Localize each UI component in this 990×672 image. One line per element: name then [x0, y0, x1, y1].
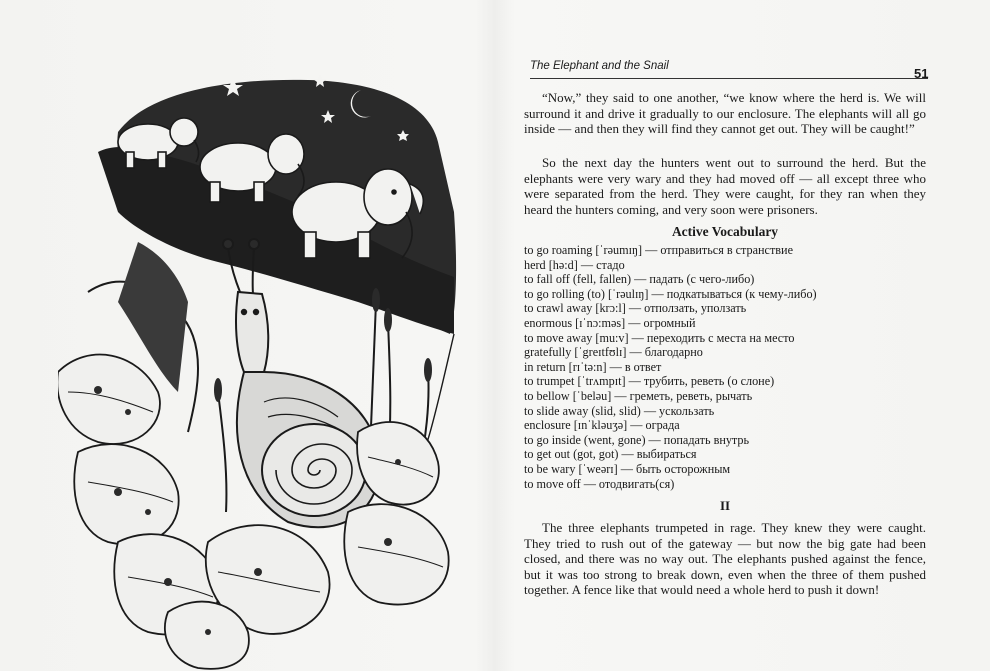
paragraph-text: “Now,” they said to one another, “we know where the herd is. We will surround it and drive it gradually to our enclosure. The elephants will all go inside — and then they will find they cannot get out. They will be caught!”	[524, 90, 926, 136]
vocabulary-item: to go inside (went, gone) — попадать внутрь	[524, 432, 750, 447]
vocabulary-item: to go roaming [ˈrəumɪŋ] — отправиться в странствие	[524, 243, 793, 257]
vocabulary-item: gratefully [ˈgreɪtfʊlɪ] — благодарно	[524, 345, 703, 360]
vocabulary-item: to slide away (slid, slid) — ускользать	[524, 403, 715, 418]
running-title: The Elephant and the Snail	[530, 60, 669, 72]
vocabulary-list	[524, 243, 926, 491]
elephants-and-snail-illustration	[58, 72, 462, 672]
paragraph	[524, 520, 926, 598]
vocabulary-item: to bellow [ˈbeləu] — греметь, реветь, рычать	[524, 388, 753, 403]
section-number: II	[719, 498, 731, 513]
vocabulary-item: to trumpet [ˈtrʌmpɪt] — трубить, реветь (о слоне)	[524, 374, 775, 389]
vocabulary-item: to crawl away [krɔ:l] — отползать, уползать	[524, 301, 747, 316]
vocabulary-item: in return [rɪˈtə:n] — в ответ	[524, 359, 662, 374]
vocabulary-item: herd [hə:d] — стадо	[524, 257, 625, 272]
vocabulary-item: enormous [ɪˈnɔ:məs] — огромный	[524, 315, 696, 330]
page-number: 51	[914, 66, 929, 81]
vocabulary-item: to fall off (fell, fallen) — падать (с чего-либо)	[524, 272, 755, 287]
paragraph	[524, 155, 926, 217]
vocabulary-item: enclosure [ɪnˈkləuʒə] — ограда	[524, 418, 680, 433]
paragraph	[524, 90, 926, 137]
vocabulary-item: to go rolling (to) [ˈrəulɪŋ] — подкатываться (к чему-либо)	[524, 286, 817, 301]
vocabulary-item: to move away [mu:v] — переходить с места на место	[524, 330, 795, 345]
vocabulary-title: Active Vocabulary	[671, 224, 779, 239]
vocabulary-item: to get out (got, got) — выбираться	[524, 447, 697, 462]
paragraph-text: So the next day the hunters went out to surround the herd. But the elephants were very wary and they had moved off — all except three who were separated from the herd. They were caught, for they ran when they heard the hunters coming, and very soon were prisoners.	[524, 155, 926, 217]
paragraph-text: The three elephants trumpeted in rage. They knew they were caught. They tried to rush out of the gateway — but now the big gate had been closed, and there was no way out. The elephants pushed against the fence, but it was too strong to break down, even when the three of them pushed together. A fence like that would need a whole herd to push it down!	[524, 520, 926, 597]
running-head	[530, 60, 928, 79]
right-page	[500, 0, 990, 671]
vocabulary-item: to be wary [ˈweərɪ] — быть осторожным	[524, 461, 731, 476]
vocabulary-item: to move off — отодвигать(ся)	[524, 476, 675, 491]
